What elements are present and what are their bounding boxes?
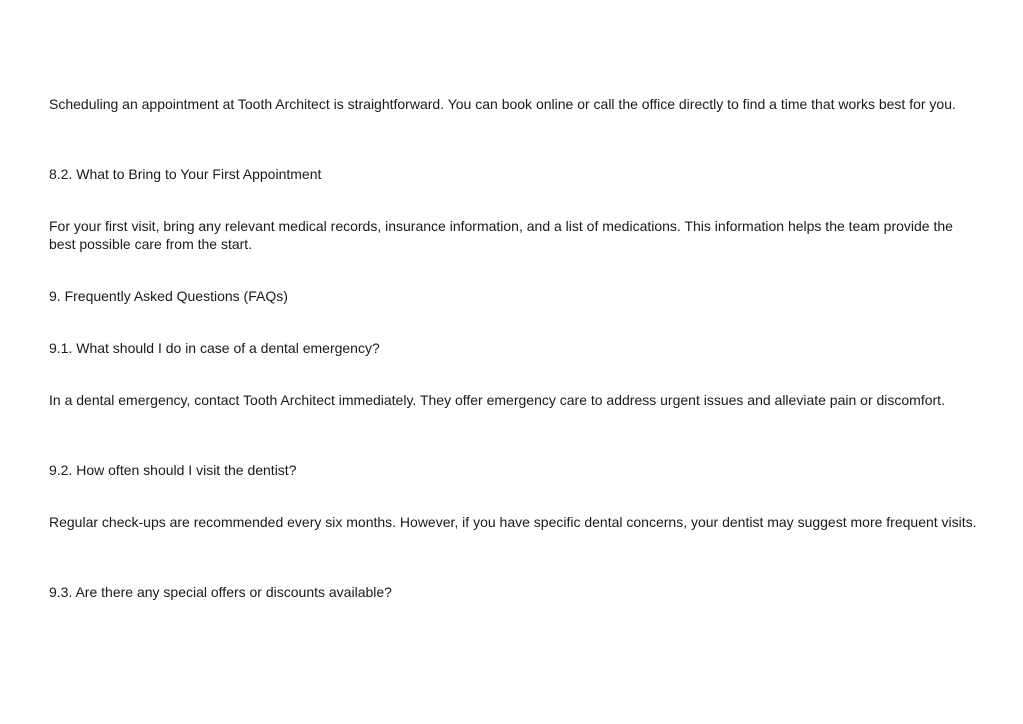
heading-what-to-bring: 8.2. What to Bring to Your First Appointment [49, 166, 322, 182]
paragraph-dental-emergency: In a dental emergency, contact Tooth Architect immediately. They offer emergency care to address urgent issues and alleviate pain or discomfort. [49, 392, 945, 408]
paragraph-scheduling: Scheduling an appointment at Tooth Architect is straightforward. You can book online or call the office directly to find a time that works best for you. [49, 96, 956, 112]
heading-special-offers: 9.3. Are there any special offers or discounts available? [49, 584, 392, 600]
heading-faqs: 9. Frequently Asked Questions (FAQs) [49, 288, 288, 304]
paragraph-first-visit: For your first visit, bring any relevant medical records, insurance information, and a list of medications. This information helps the team provide the best possible care from the start. [49, 218, 953, 252]
heading-dental-emergency: 9.1. What should I do in case of a dental emergency? [49, 340, 380, 356]
paragraph-visit-frequency: Regular check-ups are recommended every six months. However, if you have specific dental concerns, your dentist may suggest more frequent visits. [49, 514, 977, 530]
document-page [49, 0, 979, 724]
heading-visit-frequency: 9.2. How often should I visit the dentist? [49, 462, 297, 478]
